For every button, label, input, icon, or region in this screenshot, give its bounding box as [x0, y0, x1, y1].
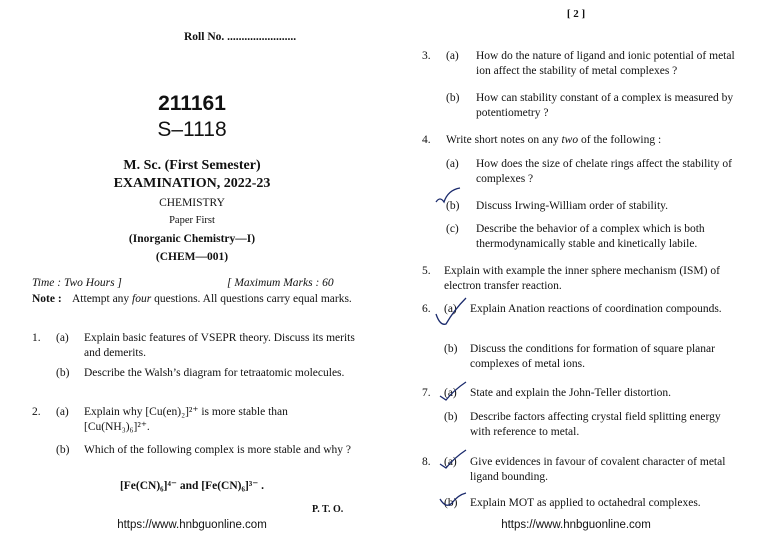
question-number: 2. — [32, 406, 41, 418]
pen-tick-mark — [432, 296, 472, 330]
exam-title: EXAMINATION, 2022-23 — [113, 176, 271, 191]
question-text: Explain Anation reactions of coordination compounds. — [470, 303, 722, 315]
part-label: (b) — [446, 92, 460, 104]
question-text: Describe the Walsh’s diagram for tetraatomic molecules. — [84, 367, 345, 379]
question-text: Describe the behavior of a complex which is both thermodynamically stable and kinetically labile. — [476, 223, 705, 250]
part-label: (c) — [446, 223, 459, 235]
page-number: [ 2 ] — [566, 8, 586, 20]
question-text: Discuss the conditions for formation of square planar complexes of metal ions. — [470, 343, 715, 370]
part-label: (b) — [56, 367, 70, 379]
branch: (Inorganic Chemistry—I) — [128, 233, 256, 245]
course-code: (CHEM—001) — [155, 251, 229, 263]
part-label: (a) — [444, 387, 457, 399]
question-text: Describe factors affecting crystal field splitting energy with reference to metal. — [470, 411, 721, 438]
part-label: (b) — [444, 343, 458, 355]
part-label: (a) — [444, 303, 457, 315]
roll-no: Roll No. ........................ — [184, 31, 297, 43]
question-text: Write short notes on any two of the following : — [446, 134, 662, 146]
question-text: Which of the following complex is more stable and why ? — [84, 444, 351, 456]
question-text: How can stability constant of a complex is measured by potentiometry ? — [476, 92, 734, 119]
part-label: (a) — [444, 456, 457, 468]
time-allowed: Time : Two Hours ] — [32, 277, 122, 289]
footer-url[interactable]: https://www.hnbguonline.com — [501, 519, 651, 531]
note-text: Attempt any four questions. All questions carry equal marks. — [72, 293, 352, 305]
part-label: (a) — [446, 158, 459, 170]
part-label: (a) — [56, 406, 69, 418]
question-text: Explain basic features of VSEPR theory. Discuss its merits and demerits. — [84, 332, 355, 359]
question-text: How do the nature of ligand and ionic potential of metal ion affect the stability of metal complexes ? — [476, 50, 735, 77]
footer-url[interactable]: https://www.hnbguonline.com — [117, 519, 267, 531]
part-label: (b) — [444, 497, 458, 509]
part-label: (a) — [56, 332, 69, 344]
question-number: 3. — [422, 50, 431, 62]
question-number: 6. — [422, 303, 431, 315]
formula: [Fe(CN)₆]⁴⁻ and [Fe(CN)₆]³⁻ . — [119, 480, 265, 492]
serial-number: 211161 — [158, 92, 226, 115]
part-label: (a) — [446, 50, 459, 62]
paper-code-number: S–1118 — [157, 118, 227, 141]
paper-number: Paper First — [169, 215, 215, 226]
course-title: M. Sc. (First Semester) — [123, 158, 261, 173]
question-number: 1. — [32, 332, 41, 344]
question-text: Explain why [Cu(en)₂]²⁺ is more stable than [Cu(NH₃)₆]²⁺. — [84, 406, 288, 433]
pen-tick-mark — [436, 448, 470, 470]
question-text: Explain with example the inner sphere mechanism (ISM) of electron transfer reaction. — [444, 265, 720, 292]
part-label: (b) — [446, 200, 460, 212]
question-text: State and explain the John-Teller distortion. — [470, 387, 672, 399]
question-number: 7. — [422, 387, 431, 399]
question-text: Explain MOT as applied to octahedral complexes. — [470, 497, 701, 509]
subject: CHEMISTRY — [159, 197, 225, 209]
page-two — [384, 0, 768, 543]
pen-tick-mark — [436, 489, 470, 511]
question-number: 5. — [422, 265, 431, 277]
question-number: 8. — [422, 456, 431, 468]
question-number: 4. — [422, 134, 431, 146]
pen-tick-mark — [436, 380, 470, 402]
note-label: Note : — [32, 293, 62, 305]
pto: P. T. O. — [312, 504, 344, 515]
question-text: Discuss Irwing-William order of stability. — [476, 200, 669, 212]
part-label: (b) — [444, 411, 458, 423]
question-text: Give evidences in favour of covalent character of metal ligand bounding. — [470, 456, 726, 483]
pen-tick-mark — [432, 186, 462, 212]
max-marks: [ Maximum Marks : 60 — [227, 277, 334, 289]
part-label: (b) — [56, 444, 70, 456]
question-text: How does the size of chelate rings affect the stability of complexes ? — [476, 158, 732, 185]
